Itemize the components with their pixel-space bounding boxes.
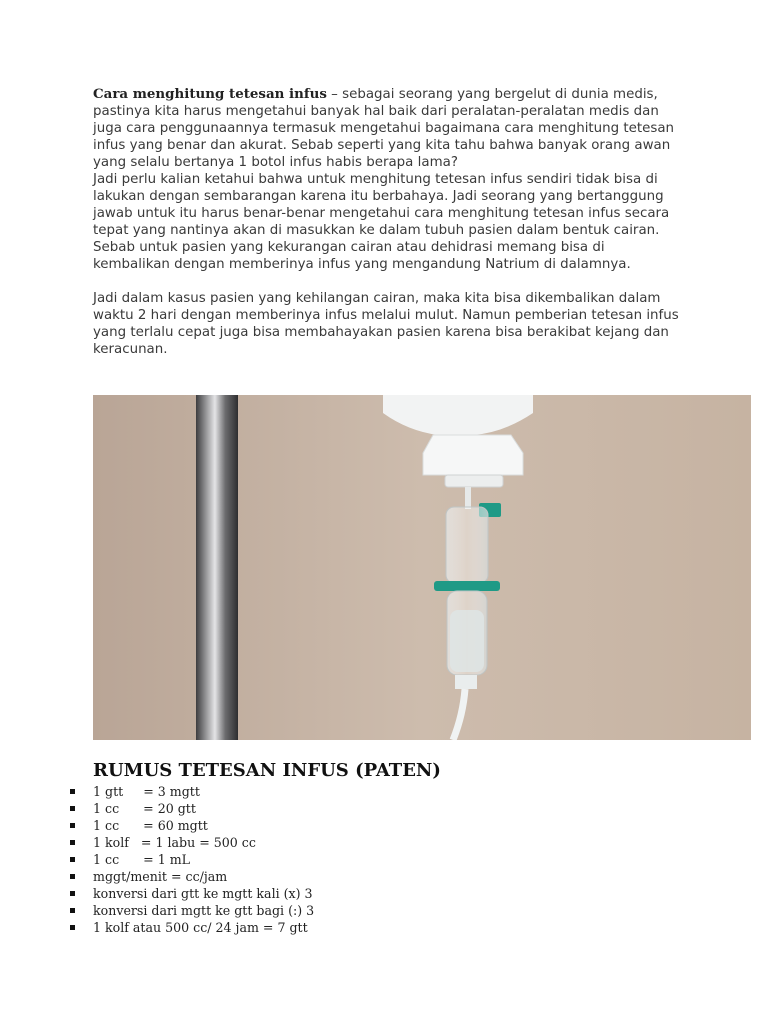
bullet-icon: [70, 874, 75, 879]
list-item: 1 cc = 60 mgtt: [70, 817, 314, 834]
list-item: 1 kolf = 1 labu = 500 cc: [70, 834, 314, 851]
intro-paragraph-2: Jadi perlu kalian ketahui bahwa untuk menghitung tetesan infus sendiri tidak bisa di lakukan dengan sembarangan karena itu berbahaya. Jadi seorang yang bertanggung jawab untuk itu harus benar-benar mengetahui cara menghitung tetesan infus secara tepat yang nantinya akan di masukkan ke dalam tubuh pasien dalam bentuk cairan. Sebab untuk pasien yang kekurangan cairan atau dehidrasi memang bisa di kembalikan dengan memberinya infus yang mengandung Natrium di dalamnya.: [93, 172, 670, 272]
list-item: konversi dari mgtt ke gtt bagi (:) 3: [70, 902, 314, 919]
formula-list: [70, 783, 314, 936]
bullet-icon: [70, 823, 75, 828]
list-item: mggt/menit = cc/jam: [70, 868, 314, 885]
intro-title: Cara menghitung tetesan infus: [93, 86, 327, 102]
intro-paragraph-1: [93, 86, 683, 171]
iv-drip-photo: [93, 395, 751, 740]
bullet-icon: [70, 789, 75, 794]
list-item: 1 kolf atau 500 cc/ 24 jam = 7 gtt: [70, 919, 314, 936]
bullet-icon: [70, 925, 75, 930]
list-item: 1 cc = 1 mL: [70, 851, 314, 868]
list-item: konversi dari gtt ke mgtt kali (x) 3: [70, 885, 314, 902]
intro-paragraph-1-text: – sebagai seorang yang bergelut di dunia medis, pastinya kita harus mengetahui banyak hal baik dari peralatan-peralatan medis dan juga cara penggunaannya termasuk mengetahui bagaimana cara menghitung tetesan infus yang benar dan akurat. Sebab seperti yang kita tahu bahwa banyak orang awan yang selalu bertanya 1 botol infus habis berapa lama?: [93, 87, 675, 170]
bullet-icon: [70, 908, 75, 913]
bullet-icon: [70, 840, 75, 845]
iv-drip-illustration: [93, 395, 751, 740]
intro-paragraph-3: Jadi dalam kasus pasien yang kehilangan cairan, maka kita bisa dikembalikan dalam waktu 2 hari dengan memberinya infus melalui mulut. Namun pemberian tetesan infus yang terlalu cepat juga bisa membahayakan pasien karena bisa berakibat kejang dan keracunan.: [93, 291, 679, 357]
bullet-icon: [70, 806, 75, 811]
formula-heading: RUMUS TETESAN INFUS (PATEN): [93, 760, 441, 781]
bullet-icon: [70, 891, 75, 896]
intro-text: [93, 86, 683, 358]
list-item: 1 cc = 20 gtt: [70, 800, 314, 817]
bullet-icon: [70, 857, 75, 862]
list-item: 1 gtt = 3 mgtt: [70, 783, 314, 800]
